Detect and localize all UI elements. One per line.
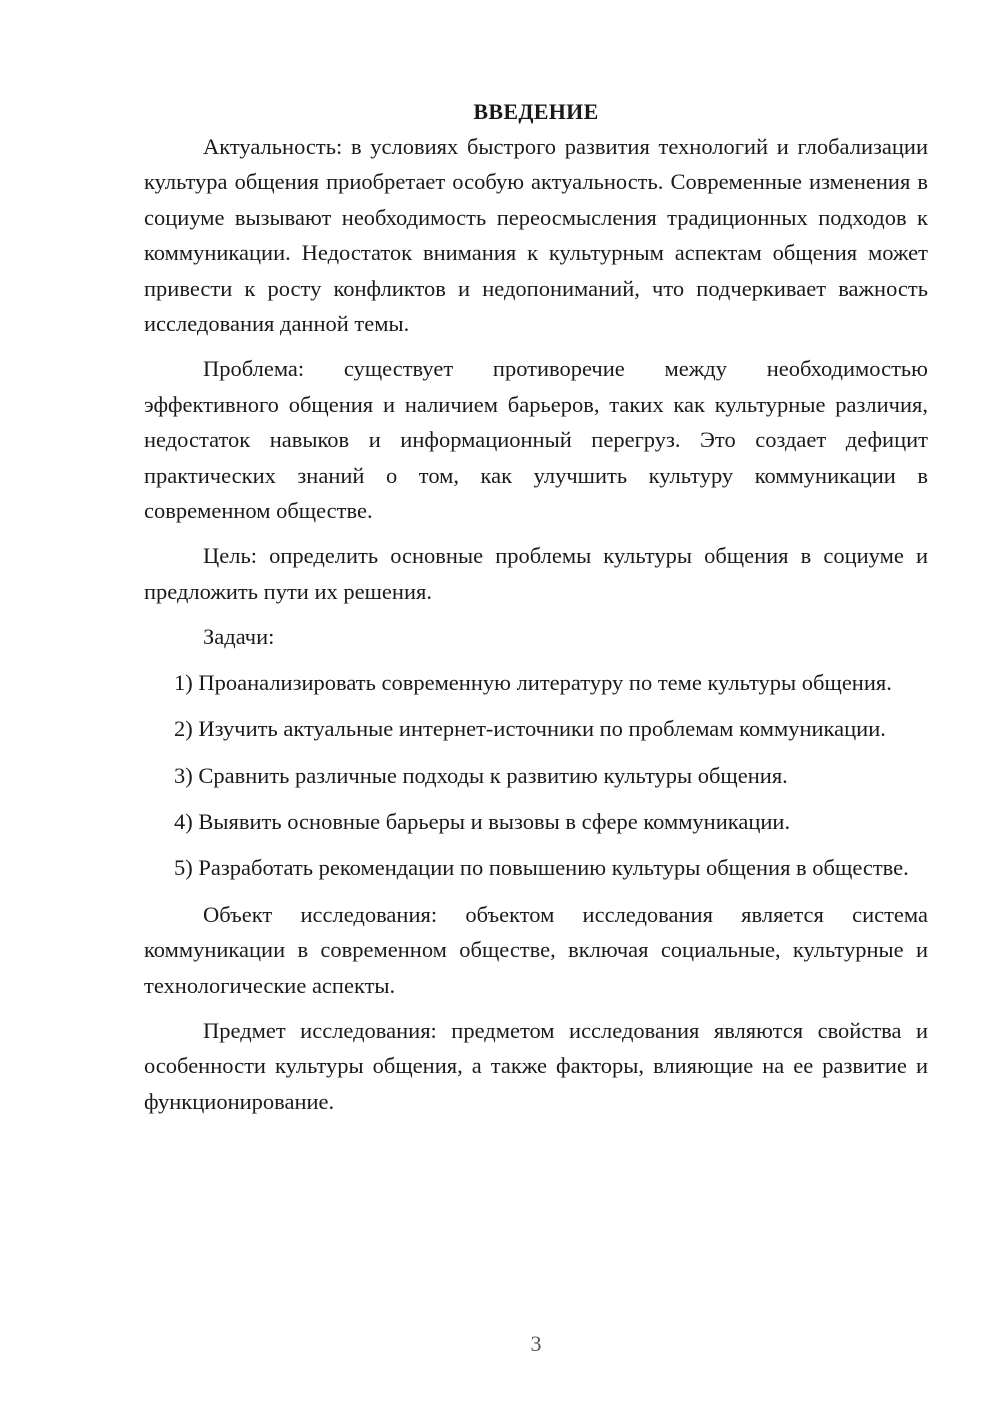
relevance-paragraph: Актуальность: в условиях быстрого развития технологий и глобализации культура общения приобретает особую актуальность. Современные изменения в социуме вызывают необходимость переосмысления традиционных подходов к коммуникации. Недостаток внимания к культурным аспектам общения может привести к росту конфликтов и недопониманий, что подчеркивает важность исследования данной темы. [144, 134, 928, 337]
section-title: ВВЕДЕНИЕ [473, 99, 599, 124]
problem-paragraph: Проблема: существует противоречие между необходимостью эффективного общения и наличием барьеров, таких как культурные различия, недостаток навыков и информационный перегруз. Это создает дефицит практических знаний о том, как улучшить культуру коммуникации в современном обществе. [144, 356, 928, 524]
subject-paragraph: Предмет исследования: предметом исследования являются свойства и особенности культуры общения, а также факторы, влияющие на ее развитие и функционирование. [144, 1017, 928, 1114]
page-number: 3 [530, 1331, 542, 1356]
task-item-1: 1) Проанализировать современную литературу по теме культуры общения. [174, 669, 892, 695]
tasks-heading: Задачи: [203, 624, 275, 650]
task-item-3: 3) Сравнить различные подходы к развитию культуры общения. [174, 762, 788, 788]
task-item-5: 5) Разработать рекомендации по повышению культуры общения в обществе. [174, 855, 909, 881]
page-content [144, 94, 928, 1119]
goal-paragraph: Цель: определить основные проблемы культуры общения в социуме и предложить пути их решения. [144, 543, 928, 604]
object-paragraph: Объект исследования: объектом исследования является система коммуникации в современном обществе, включая социальные, культурные и технологические аспекты. [144, 901, 928, 998]
task-item-4: 4) Выявить основные барьеры и вызовы в сфере коммуникации. [174, 808, 791, 834]
task-item-2: 2) Изучить актуальные интернет-источники по проблемам коммуникации. [174, 716, 886, 742]
